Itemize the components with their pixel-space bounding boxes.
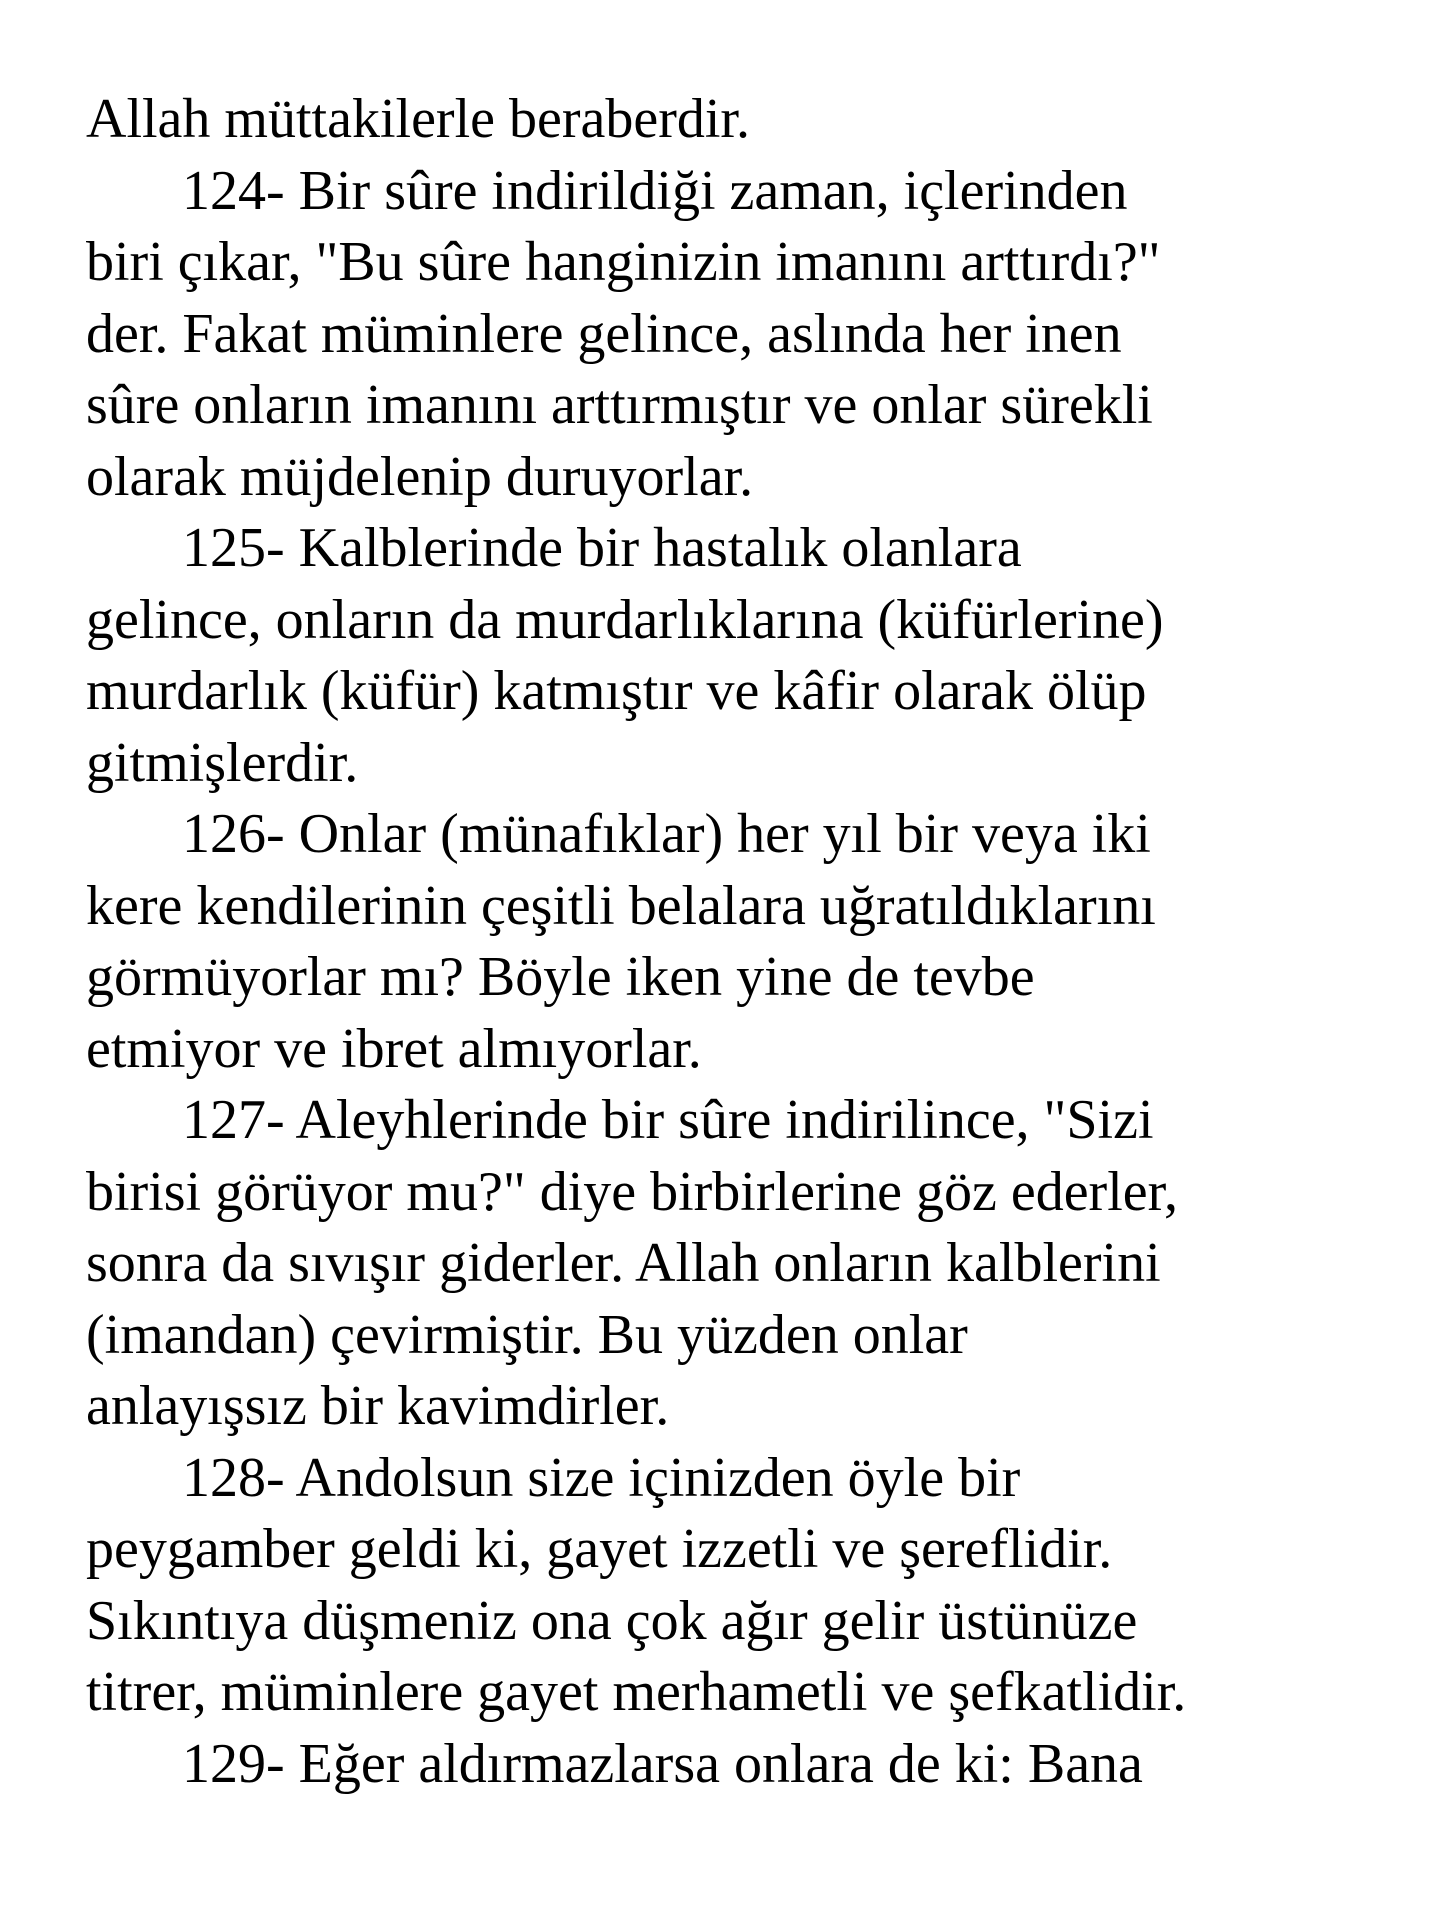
verse-124-start: 124- Bir sûre indirildiği zaman, içlerinden <box>182 159 1128 222</box>
text-line: etmiyor ve ibret almıyorlar. <box>86 1017 702 1080</box>
text-line: Allah müttakilerle beraberdir. <box>86 88 750 150</box>
text-line: anlayışsız bir kavimdirler. <box>86 1375 670 1437</box>
verse-129-start: 129- Eğer aldırmazlarsa onlara de ki: Bana <box>182 1732 1143 1795</box>
text-line: olarak müjdelenip duruyorlar. <box>86 445 754 508</box>
text-line: gitmişlerdir. <box>86 731 359 794</box>
text-line: sonra da sıvışır giderler. Allah onların kalblerini <box>86 1232 1161 1294</box>
text-line: titrer, müminlere gayet merhametli ve şefkatlidir. <box>86 1661 1187 1723</box>
verse-126-start: 126- Onlar (münafıklar) her yıl bir veya iki <box>182 803 1151 865</box>
verse-127-start: 127- Aleyhlerinde bir sûre indirilince, "Sizi <box>182 1089 1154 1151</box>
text-line: (imandan) çevirmiştir. Bu yüzden onlar <box>86 1303 968 1366</box>
text-line: kere kendilerinin çeşitli belalara uğratıldıklarını <box>86 874 1156 937</box>
text-line: birisi görüyor mu?" diye birbirlerine göz ederler, <box>86 1160 1179 1223</box>
text-line: sûre onların imanını arttırmıştır ve onlar sürekli <box>86 374 1153 436</box>
verse-128-start: 128- Andolsun size içinizden öyle bir <box>182 1446 1021 1509</box>
text-line: Sıkıntıya düşmeniz ona çok ağır gelir üstünüze <box>86 1589 1138 1652</box>
text-line: biri çıkar, "Bu sûre hanginizin imanını arttırdı?" <box>86 231 1161 293</box>
verse-125-start: 125- Kalblerinde bir hastalık olanlara <box>182 517 1022 579</box>
document-page <box>86 84 1386 1800</box>
text-line: gelince, onların da murdarlıklarına (küfürlerine) <box>86 588 1164 651</box>
text-line: görmüyorlar mı? Böyle iken yine de tevbe <box>86 946 1035 1008</box>
text-line: der. Fakat müminlere gelince, aslında her inen <box>86 302 1122 365</box>
text-line: murdarlık (küfür) katmıştır ve kâfir olarak ölüp <box>86 660 1147 722</box>
text-line: peygamber geldi ki, gayet izzetli ve şereflidir. <box>86 1518 1113 1580</box>
